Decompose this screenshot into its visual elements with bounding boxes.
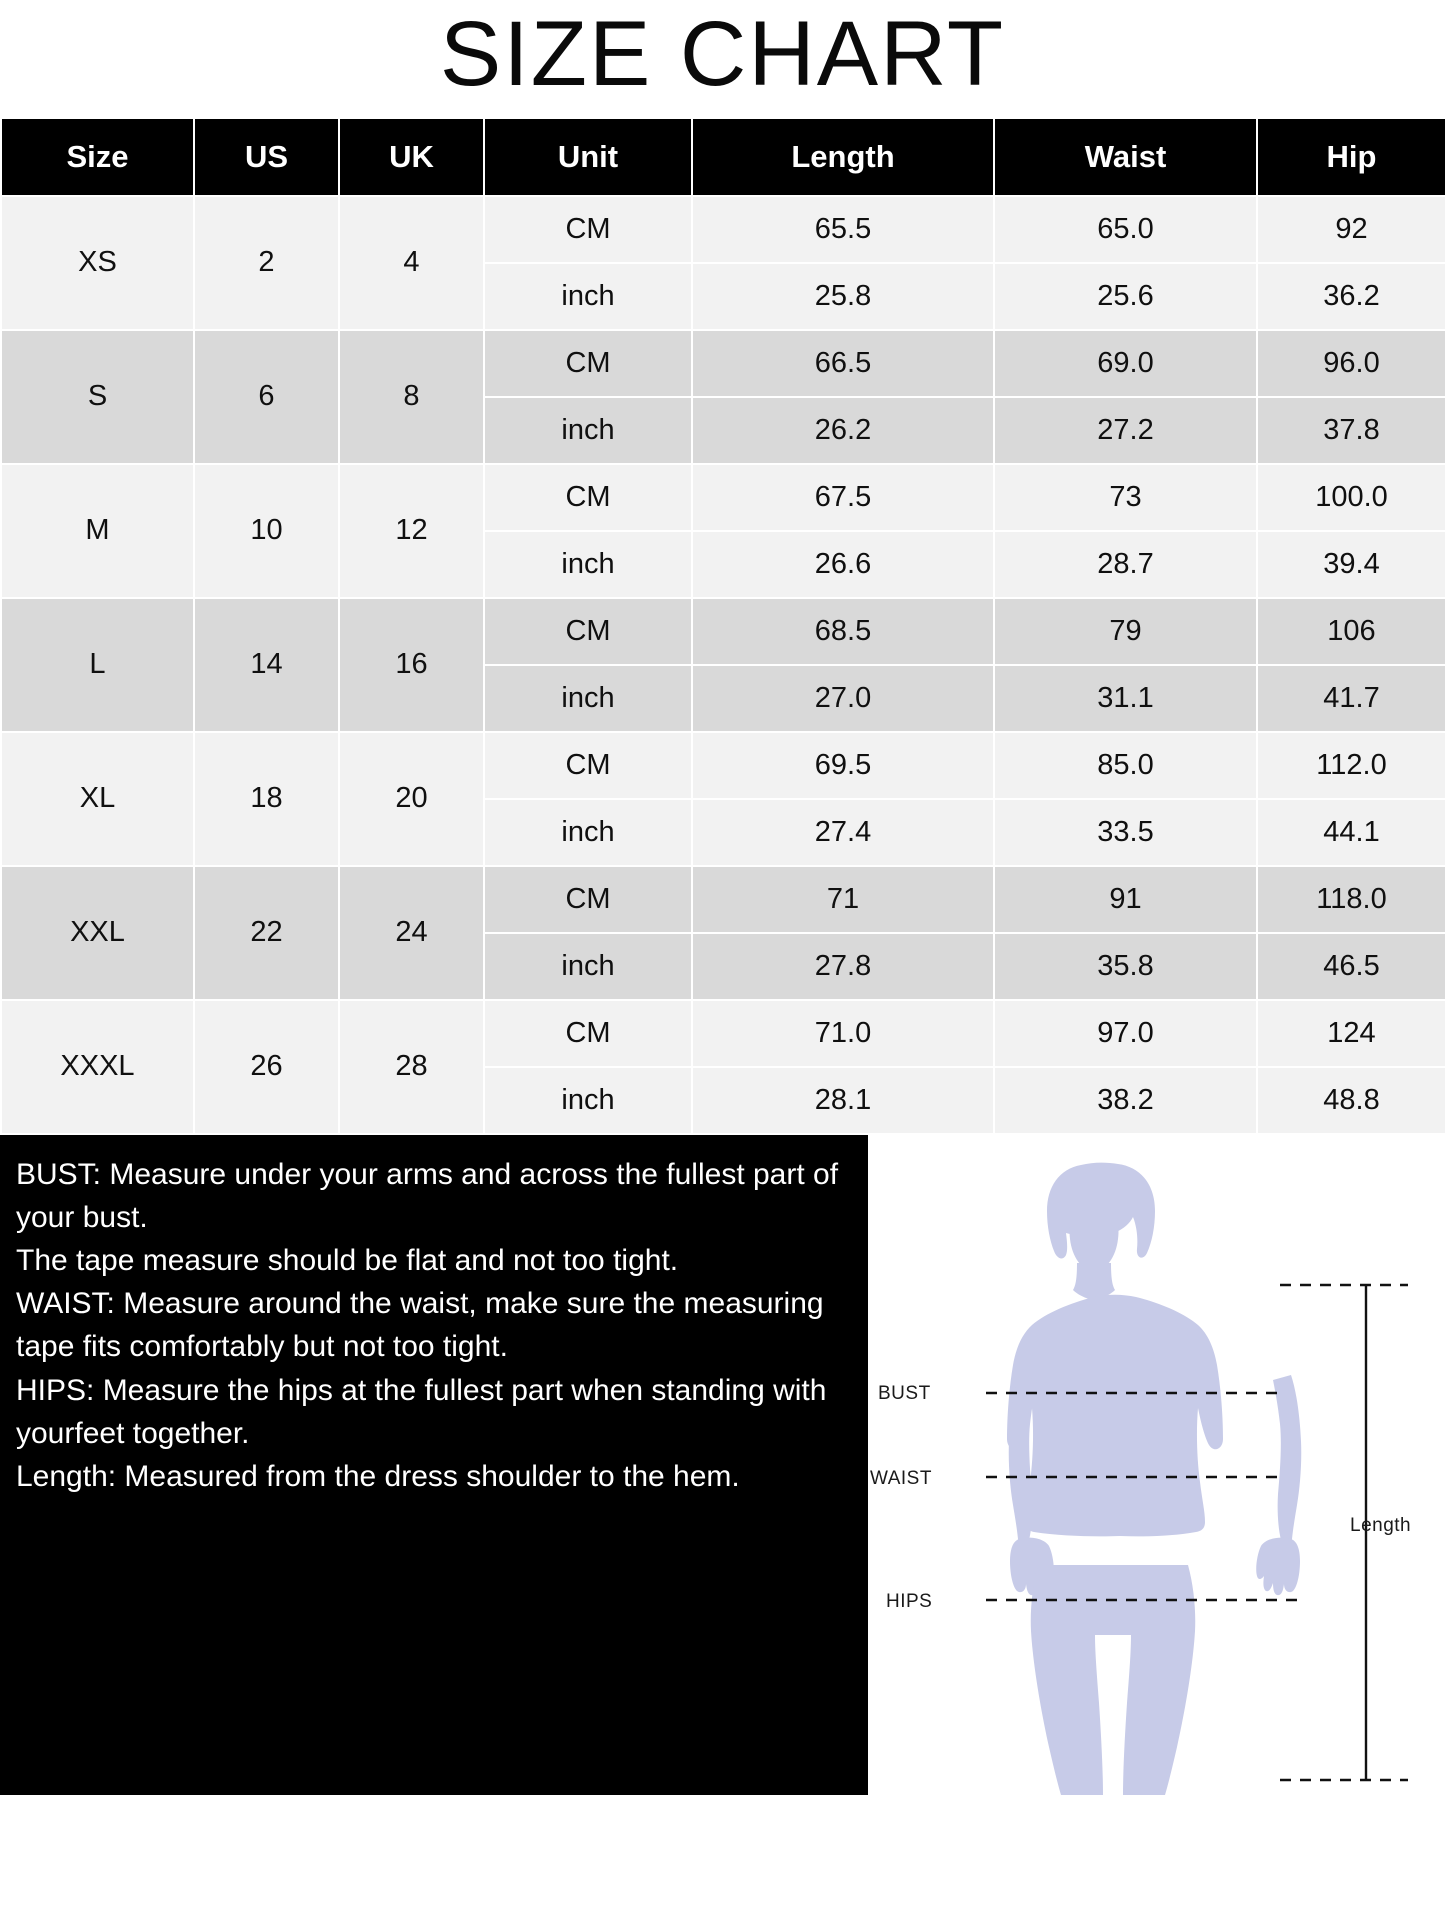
cell-hip: 124 [1257,1000,1445,1067]
cell-size: XXL [1,866,194,1000]
bottom-section [0,1135,1445,1795]
measurement-figure [868,1135,1445,1795]
cell-size: XS [1,196,194,330]
column-header-waist: Waist [994,118,1257,196]
cell-waist: 31.1 [994,665,1257,732]
cell-uk: 28 [339,1000,484,1134]
cell-hip: 48.8 [1257,1067,1445,1134]
table-row [1,598,1445,665]
cell-waist: 97.0 [994,1000,1257,1067]
cell-waist: 38.2 [994,1067,1257,1134]
cell-waist: 85.0 [994,732,1257,799]
cell-us: 6 [194,330,339,464]
cell-length: 71 [692,866,994,933]
cell-us: 10 [194,464,339,598]
cell-length: 65.5 [692,196,994,263]
cell-us: 2 [194,196,339,330]
instruction-waist: WAIST: Measure around the waist, make sure the measuring tape fits comfortably but not too tight. [16,1287,824,1364]
cell-uk: 8 [339,330,484,464]
cell-length: 27.0 [692,665,994,732]
cell-uk: 12 [339,464,484,598]
cell-waist: 73 [994,464,1257,531]
cell-uk: 24 [339,866,484,1000]
cell-size: XL [1,732,194,866]
cell-length: 26.6 [692,531,994,598]
instruction-hips: HIPS: Measure the hips at the fullest part when standing with yourfeet together. [16,1373,827,1450]
cell-waist: 25.6 [994,263,1257,330]
cell-unit: inch [484,531,692,598]
cell-waist: 65.0 [994,196,1257,263]
label-length: Length [1350,1514,1412,1536]
cell-size: L [1,598,194,732]
cell-unit: inch [484,665,692,732]
cell-waist: 91 [994,866,1257,933]
cell-hip: 118.0 [1257,866,1445,933]
cell-unit: inch [484,933,692,1000]
column-header-unit: Unit [484,118,692,196]
label-waist: WAIST [870,1467,932,1489]
cell-waist: 35.8 [994,933,1257,1000]
cell-unit: CM [484,1000,692,1067]
cell-length: 69.5 [692,732,994,799]
cell-unit: CM [484,196,692,263]
cell-unit: CM [484,598,692,665]
table-row [1,732,1445,799]
cell-uk: 16 [339,598,484,732]
cell-us: 18 [194,732,339,866]
cell-size: S [1,330,194,464]
instruction-bust: BUST: Measure under your arms and across the fullest part of your bust. [16,1157,839,1234]
label-bust: BUST [878,1382,931,1404]
table-row [1,1000,1445,1067]
column-header-length: Length [692,118,994,196]
table-row [1,866,1445,933]
table-header [1,118,1445,196]
measurement-guides [868,1135,1445,1795]
label-hips: HIPS [886,1590,933,1612]
cell-length: 26.2 [692,397,994,464]
cell-length: 28.1 [692,1067,994,1134]
cell-length: 67.5 [692,464,994,531]
table-header-row [1,118,1445,196]
column-header-uk: UK [339,118,484,196]
instruction-length: Length: Measured from the dress shoulder to the hem. [16,1459,740,1493]
measurement-instructions [0,1135,868,1795]
cell-us: 26 [194,1000,339,1134]
table-body [1,196,1445,1134]
cell-hip: 106 [1257,598,1445,665]
page-title: SIZE CHART [439,3,1006,105]
cell-hip: 96.0 [1257,330,1445,397]
cell-unit: CM [484,464,692,531]
cell-unit: CM [484,866,692,933]
cell-unit: inch [484,799,692,866]
cell-us: 22 [194,866,339,1000]
cell-size: M [1,464,194,598]
cell-hip: 92 [1257,196,1445,263]
cell-length: 66.5 [692,330,994,397]
cell-hip: 41.7 [1257,665,1445,732]
cell-length: 27.8 [692,933,994,1000]
cell-uk: 20 [339,732,484,866]
cell-length: 25.8 [692,263,994,330]
cell-hip: 37.8 [1257,397,1445,464]
column-header-size: Size [1,118,194,196]
cell-waist: 69.0 [994,330,1257,397]
size-chart-table [0,117,1445,1135]
table-row [1,196,1445,263]
cell-length: 27.4 [692,799,994,866]
cell-size: XXXL [1,1000,194,1134]
cell-hip: 39.4 [1257,531,1445,598]
instruction-tape: The tape measure should be flat and not too tight. [16,1243,679,1277]
cell-hip: 112.0 [1257,732,1445,799]
table-row [1,464,1445,531]
cell-waist: 79 [994,598,1257,665]
cell-length: 68.5 [692,598,994,665]
column-header-us: US [194,118,339,196]
cell-unit: inch [484,1067,692,1134]
cell-hip: 44.1 [1257,799,1445,866]
cell-waist: 33.5 [994,799,1257,866]
table-row [1,330,1445,397]
cell-unit: inch [484,263,692,330]
cell-waist: 28.7 [994,531,1257,598]
column-header-hip: Hip [1257,118,1445,196]
cell-unit: CM [484,330,692,397]
cell-waist: 27.2 [994,397,1257,464]
cell-unit: CM [484,732,692,799]
cell-length: 71.0 [692,1000,994,1067]
cell-unit: inch [484,397,692,464]
cell-hip: 100.0 [1257,464,1445,531]
cell-hip: 46.5 [1257,933,1445,1000]
cell-uk: 4 [339,196,484,330]
cell-us: 14 [194,598,339,732]
cell-hip: 36.2 [1257,263,1445,330]
